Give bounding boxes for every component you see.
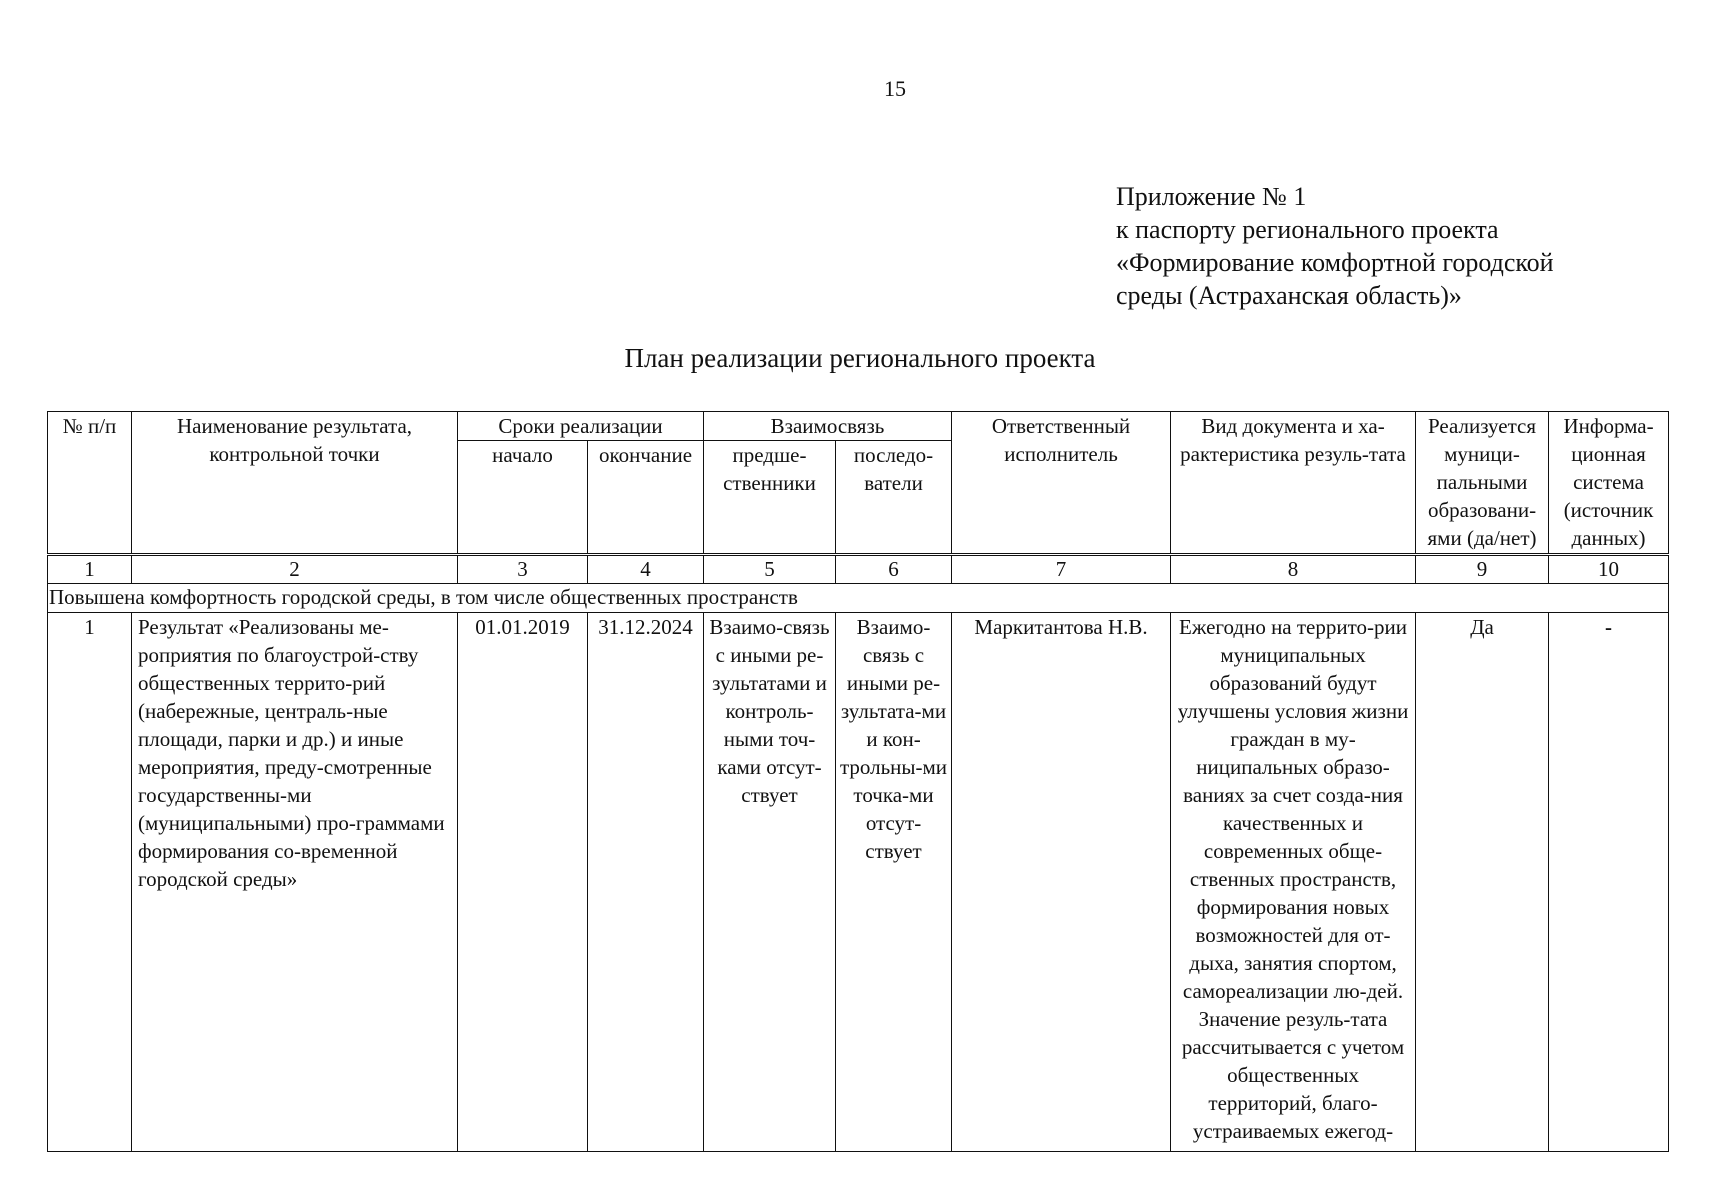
page-number: 15: [884, 76, 906, 101]
header-successors: последо-ватели: [836, 441, 952, 555]
row-responsible: Маркитантова Н.В.: [952, 613, 1171, 1152]
header-end: окончание: [588, 441, 704, 555]
row-doc-type: Ежегодно на террито-рии муниципальных образований будут улучшены условия жизни граждан в му-ниципальных образо-ваниях за счет созда-ния качественных и современных обще-ственных пространств, формирования новых возможностей для от-дыха, занятия спортом, самореализации лю-дей. Значение резуль-тата рассчитывается с учетом общественных территорий, благо-устраиваемых ежегод-: [1171, 613, 1416, 1152]
plan-table: [47, 411, 1669, 1152]
header-info-system: Информа-ционная система (источник данных): [1549, 412, 1669, 555]
row-successors: Взаимо-связь с иными ре-зультата-ми и кон-трольны-ми точка-ми отсут-ствует: [836, 613, 952, 1152]
column-number: 3: [458, 555, 588, 584]
header-relation: Взаимосвязь: [704, 412, 952, 441]
document-title: План реализации регионального проекта: [624, 343, 1096, 373]
column-number: 8: [1171, 555, 1416, 584]
section-title: Повышена комфортность городской среды, в том числе общественных пространств: [48, 584, 1669, 613]
appendix-line-2: к паспорту регионального проекта: [1116, 215, 1499, 244]
column-number: 7: [952, 555, 1171, 584]
appendix-line-4: среды (Астраханская область)»: [1116, 281, 1462, 310]
column-number: 10: [1549, 555, 1669, 584]
column-number: 4: [588, 555, 704, 584]
column-number-row: [48, 555, 1669, 584]
section-row: [48, 584, 1669, 613]
column-number: 2: [132, 555, 458, 584]
column-number: 5: [704, 555, 836, 584]
row-name: Результат «Реализованы ме-роприятия по благоустрой-ству общественных террито-рий (набережные, централь-ные площади, парки и др.) и иные мероприятия, преду-смотренные государственны-ми (муниципальными) про-граммами формирования со-временной городской среды»: [132, 613, 458, 1152]
header-row: [48, 412, 1669, 441]
header-start: начало: [458, 441, 588, 555]
row-municipal: Да: [1416, 613, 1549, 1152]
header-name: Наименование результата, контрольной точки: [132, 412, 458, 555]
header-responsible: Ответственный исполнитель: [952, 412, 1171, 555]
row-predecessors: Взаимо-связь с иными ре-зультатами и контроль-ными точ-ками отсут-ствует: [704, 613, 836, 1152]
column-number: 6: [836, 555, 952, 584]
header-doc-type: Вид документа и ха-рактеристика резуль-тата: [1171, 412, 1416, 555]
header-num: № п/п: [48, 412, 132, 555]
header-predecessors: предше-ственники: [704, 441, 836, 555]
appendix-line-1: Приложение № 1: [1116, 182, 1307, 211]
row-end: 31.12.2024: [588, 613, 704, 1152]
column-number: 1: [48, 555, 132, 584]
appendix-line-3: «Формирование комфортной городской: [1116, 248, 1554, 277]
row-info-system: -: [1549, 613, 1669, 1152]
header-terms: Сроки реализации: [458, 412, 704, 441]
row-num: 1: [48, 613, 132, 1152]
appendix-block: [1116, 180, 1554, 312]
table-row: [48, 613, 1669, 1152]
column-number: 9: [1416, 555, 1549, 584]
header-municipal: Реализуется муници-пальными образовани-ями (да/нет): [1416, 412, 1549, 555]
row-start: 01.01.2019: [458, 613, 588, 1152]
